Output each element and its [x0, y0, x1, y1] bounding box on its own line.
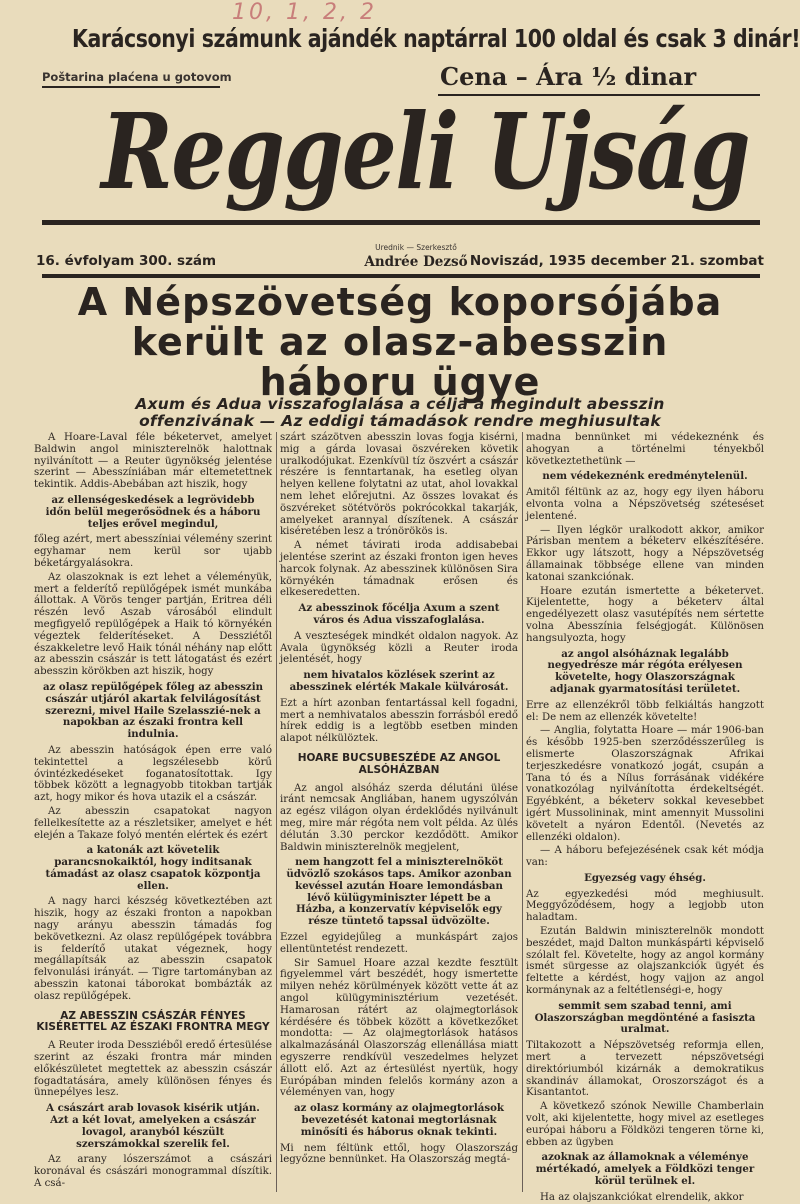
column-divider — [522, 432, 523, 1192]
headline-line: háboru ügye — [259, 360, 541, 404]
paragraph: Ezzel egyidejűleg a munkáspárt zajos ellentüntetést rendezett. — [280, 932, 518, 955]
paragraph: — Anglia, folytatta Hoare — már 1906-ban és később 1925-ben szerződésszerűleg is elismerte Olaszországnak Afrikai terjeszkedésre vonatkozó jogát, csupán a Tana tó és a Nílus forrásának vidékére vonatkozólag nyilvánította érdekeltségét. Egyébként, a béketerv sokkal kevesebbet igért Mussolininak, mint amennyit Mussolini követelt a nyáron Edentől. (Nevetés az ellenzéki oldalon). — [526, 725, 764, 843]
issue-info-row — [36, 243, 764, 271]
bold-paragraph: semmit sem szabad tenni, ami Olaszországban megdönténé a fasiszta uralmat. — [534, 999, 756, 1036]
bold-paragraph: nem védekeznénk eredménytelenül. — [542, 470, 748, 483]
paragraph: — A háboru befejezésének csak két módja van: — [526, 845, 764, 869]
column-1 — [34, 432, 272, 1192]
paragraph: A Hoare-Laval féle béketervet, amelyet Baldwin angol miniszterelnök halottnak nyilvánított — a Reuter ügynökség jelentése szerint — Abesszíniában már eltemetettnek tekintik. Addis-Abebában azt hiszik, hogy — [34, 432, 272, 491]
postage-rule — [42, 86, 220, 88]
headline-line: A Népszövetség koporsójába — [77, 280, 723, 324]
paragraph: Az olaszoknak is ezt lehet a véleményük, mert a felderítő repülőgépek ismét munkába állottak. A Vörös tenger partján, Eritrea déli részén levő Aszab városából elindult megfigyelő repülőgépek a Haik tó környékén végeztek felderítéseket. A Dessziétől északkeletre levő Haik tónál néhány nap előtt az abesszin császár is tett látogatást és ezért abesszin körökben azt hiszik, hogy — [34, 571, 272, 678]
article-columns — [34, 432, 764, 1203]
paragraph: — Ilyen légkör uralkodott akkor, amikor Párisban mentem a béketerv elkészítésére. Ekkor ugy látszott, hogy a Népszövetség államainak többsége ellene van minden katonai szankciónak. — [526, 524, 764, 583]
bold-paragraph: nem hivatalos közlések szerint az abesszinek elérték Makale külvárosát. — [289, 669, 509, 693]
paragraph: főleg azért, mert abesszíniai vélemény szerint egyhamar nem kerül sor ujabb béketárgyalásokra. — [34, 534, 272, 569]
editor-name: Andrée Dezső — [364, 254, 468, 270]
handwritten-note: 10, 1, 2, 2 — [232, 0, 377, 25]
bold-paragraph: Az abesszinok főcélja Axum a szent város és Adua visszafoglalása. — [298, 602, 500, 626]
paragraph: Az abesszin hatóságok épen erre való tekintettel a legszélesebb körű óvintézkedéseket foganatosítottak. Igy többek között a legnagyobb titokban tartják azt, hogy mikor és hova utazik el a császár. — [34, 744, 272, 804]
main-headline — [30, 282, 770, 402]
paragraph: Ezután Baldwin miniszterelnök mondott beszédet, majd Dalton munkáspárti képviselő szólalt fel. Követelte, hogy az angol kormány ismét sürgesse az olajszankciók ügyét és feltette a kérdést, hogy vajjon az angol kormánynak az a feltétlenségi-e, hogy — [526, 926, 764, 997]
paragraph: Sir Samuel Hoare azzal kezdte fesztült figyelemmel várt beszédét, hogy ismertette milyen nehéz körülmények között vette át az angol külügyminisztérium vezetését. Hamarosan rátért az olajmegtorlások kérdésére és többek között a következőket mondotta: — Az olajmegtorlások hatásos alkalmazásánál Olaszország ellenállása miatt egyszerre rendkívül veszedelmes helyzet állott elő. Azt az értesülést nyertük, hogy Európában minden felelős kormány azon a véleményen van, hogy — [280, 957, 518, 1099]
section-heading: AZ ABESSZIN CSÁSZÁR FÉNYES KISÉRETTEL AZ ÉSZAKI FRONTRA MEGY — [36, 1009, 270, 1034]
paragraph: Hoare ezután ismertette a béketervet. Kijelentette, hogy a béketerv által engedélyezett olasz vasutépítés nem sértette volna Abesszínia felségjogát. Különösen hangsulyozta, hogy — [526, 585, 764, 644]
paragraph: Az angol alsóház szerda délutáni ülése iránt nemcsak Angliában, hanem ugyszólván az egész világon olyan érdeklődés nyilvánult meg, mire már régóta nem volt példa. Az ülés délután 3.30 perckor kezdődött. Amikor Baldwin miniszterelnök megjelent, — [280, 782, 518, 853]
paragraph: szárt százötven abesszin lovas fogja kisérni, mig a gárda lovasai öszvéreken követik uralkodójukat. Ezenkívül tíz öszvért a császár részére is fenntartanak, ha esetleg olyan helyen kellene folytatni az utat, ahol lovakkal nem lehet előrejutni. Az összes lovakat és öszvéreket sötétvörös pokrócokkal takarják, amelyeket arannyal díszítenek. A császár kiséretében lesz a trónörökös is. — [280, 432, 518, 538]
bold-paragraph: az ellenségeskedések a legrövidebb időn belül megerősödnek és a háboru teljes erővel megindul, — [45, 493, 261, 530]
editor-block — [346, 243, 486, 270]
subhead-line: Axum és Adua visszafoglalása a célja a megindult abesszin — [135, 395, 665, 413]
masthead-rule — [42, 220, 760, 225]
paragraph: A következő szónok Newille Chamberlain volt, aki kijelentette, hogy mivel az esetleges európai háboru a Földközi tengeren törne ki, ebben az ügyben — [526, 1101, 764, 1148]
paragraph: A Reuter iroda Dessziéből eredő értesülése szerint az északi frontra már minden előkészületet megtettek az abesszin császár fogadtatására, amely különösen fényes és ünnepélyes lesz. — [34, 1040, 272, 1099]
bold-paragraph: nem hangzott fel a miniszterelnököt üdvözlő szokásos taps. Amikor azonban kevéssel azután Hoare lemondásban lévő külügyminiszter lépett be a Házba, a konzervatív képviselők egy része tüntető tapssal üdvözölte. — [286, 856, 512, 928]
paragraph: Ezt a hírt azonban fentartással kell fogadni, mert a nemhivatalos abesszin forrásból eredő hírek eddig is a legtöbb esetben minden alapot nélkülöztek. — [280, 697, 518, 745]
paragraph: A veszteségek mindkét oldalon nagyok. Az Avala ügynökség közli a Reuter iroda jelentését, hogy — [280, 630, 518, 666]
paragraph: Az egyezkedési mód meghiusult. Meggyőződésem, hogy a legjobb uton haladtam. — [526, 888, 764, 924]
paragraph: Az arany lószerszámot a császári koronával és császári monogrammal díszítik. A csá- — [34, 1154, 272, 1190]
bold-paragraph: az olasz kormány az olajmegtorlások bevezetését katonai megtorlásnak minősíti és háborus oknak tekinti. — [294, 1102, 504, 1138]
headline-line: került az olasz-abesszin — [131, 320, 669, 364]
paragraph: A német távirati iroda addisabebai jelentése szerint az északi fronton igen heves harcok folynak. Az abesszinek különösen Sira környékén támadnak erősen és elkeseredetten. — [280, 540, 518, 599]
bold-paragraph: az olasz repülőgépek főleg az abesszin császár utjáról akartak felvilágosítást szerezni, mivel Haile Szelasszié-nek a napokban az északi frontra kell indulnia. — [43, 680, 263, 741]
paragraph: A nagy harci készség következtében azt hiszik, hogy az északi fronton a napokban nagy arányu abesszin támadás fog bekövetkezni. Az olasz repülőgépek továbbra is felderítő utakat végeznek, hogy megállapítsák az abesszin csapatok felvonulási irányát. — Tigre tartományban az abesszin katonai táborokat bombázták az olasz repülőgépek. — [34, 896, 272, 1002]
paragraph: Tiltakozott a Népszövetség reformja ellen, mert a tervezett népszövetségi direktóriumból kizárnák a demokratikus skandináv államokat, Oroszországot és a Kisantantot. — [526, 1040, 764, 1099]
masthead-title: Reggeli Ujság — [101, 90, 749, 213]
column-2 — [280, 432, 518, 1192]
bold-paragraph: azoknak az államoknak a véleménye mértékadó, amelyek a Földközi tenger körül terülnek el. — [535, 1151, 755, 1188]
bold-paragraph: A császárt arab lovasok kisérik utján. Azt a két lovat, amelyeken a császár lovagol, aranyból készült szerszámokkal szerelik fel. — [46, 1102, 260, 1150]
issue-rule — [42, 274, 760, 278]
paragraph: madna bennünket mi védekeznénk és ahogyan a történelmi tényekből következtethetünk — — [526, 432, 764, 467]
section-heading: HOARE BUCSUBESZÉDE AZ ANGOL ALSÓHÁZBAN — [297, 751, 501, 776]
place-date: Noviszád, 1935 december 21. szombat — [469, 253, 764, 269]
bold-paragraph: az angol alsóháznak legalább negyedrésze már régóta erélyesen követelte, hogy Olaszországnak adjanak gyarmatosítási területet. — [547, 647, 743, 695]
column-divider — [276, 432, 277, 1192]
editor-label: Urednik — Szerkesztő — [375, 243, 457, 252]
promo-banner: Karácsonyi számunk ajándék naptárral 100 oldal és csak 3 dinár! — [72, 24, 800, 53]
paragraph: Amitől féltünk az az, hogy egy ilyen háboru elvonta volna a Népszövetség széteséset jelentené. — [526, 487, 764, 522]
price-label: Cena – Ára ½ dinar — [440, 62, 697, 91]
paragraph: Erre az ellenzékről több felkiáltás hangzott el: De nem az ellenzék követelte! — [526, 699, 764, 723]
subheadline — [34, 396, 766, 430]
subhead-line: offenzivának — Az eddigi támadások rendre meghiusultak — [139, 412, 661, 430]
paragraph: Ha az olajszankciókat elrendelik, akkor — [540, 1191, 744, 1203]
paragraph: Mi nem féltünk ettől, hogy Olaszország legyőzne bennünket. Ha Olaszország megtá- — [280, 1142, 518, 1166]
postage-note: Poštarina plaćena u gotovom — [42, 70, 232, 84]
paragraph: Az abesszin csapatokat nagyon fellelkesítette az a részletsiker, amelyet e hét elején a Takaze folyó mentén elértek és ezért — [34, 805, 272, 841]
bold-paragraph: Egyezség vagy éhség. — [584, 871, 706, 884]
bold-paragraph: a katonák azt követelik parancsnokaiktól, hogy inditsanak támadást az olasz csapatok központja ellen. — [45, 844, 261, 892]
volume-number: 16. évfolyam 300. szám — [36, 253, 217, 269]
column-3 — [526, 432, 764, 1203]
